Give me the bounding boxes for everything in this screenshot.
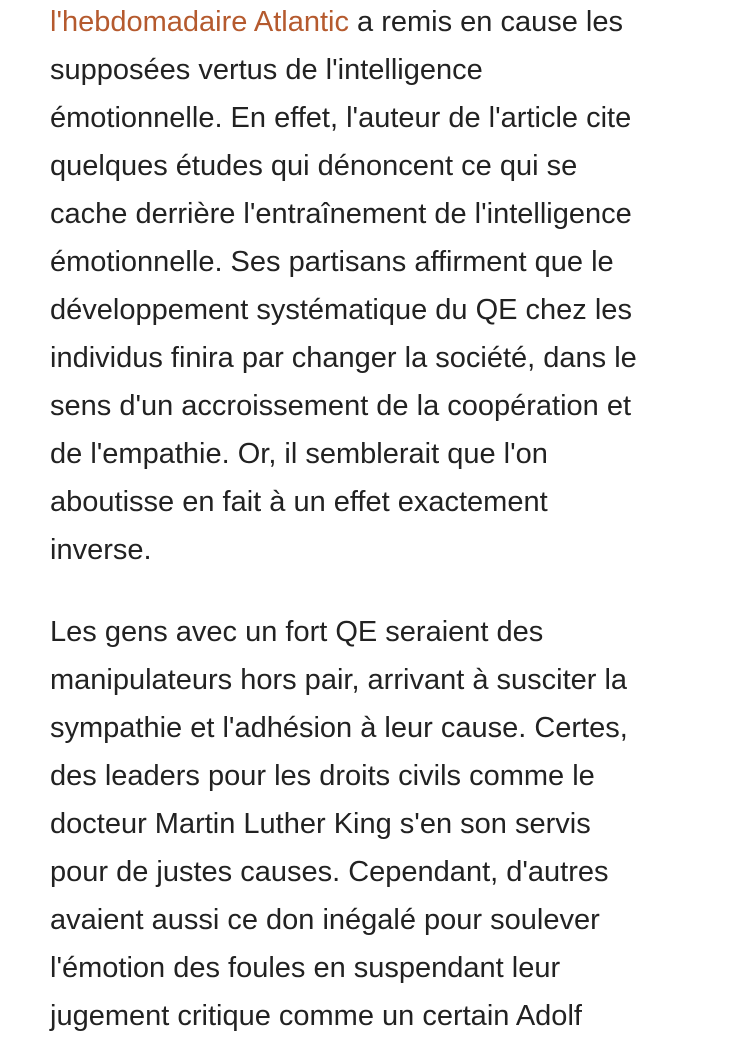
text-line <box>50 0 730 46</box>
paragraph <box>50 608 730 1040</box>
atlantic-link[interactable]: l'hebdomadaire Atlantic <box>50 6 349 38</box>
text-line: jugement critique comme un certain Adolf <box>50 1000 582 1032</box>
text-line: quelques études qui dénoncent ce qui se <box>50 150 578 182</box>
text-line: avaient aussi ce don inégalé pour soulever <box>50 904 600 936</box>
text-line: émotionnelle. En effet, l'auteur de l'article cite <box>50 102 632 134</box>
text-line: inverse. <box>50 534 152 566</box>
text-line: supposées vertus de l'intelligence <box>50 54 483 86</box>
text-line: pour de justes causes. Cependant, d'autres <box>50 856 609 888</box>
article-body <box>50 0 730 1040</box>
text-line: Les gens avec un fort QE seraient des <box>50 616 544 648</box>
text-line: l'émotion des foules en suspendant leur <box>50 952 561 984</box>
text-line: développement systématique du QE chez les <box>50 294 632 326</box>
text-line: des leaders pour les droits civils comme le <box>50 760 595 792</box>
text-line: cache derrière l'entraînement de l'intelligence <box>50 198 632 230</box>
text-line: manipulateurs hors pair, arrivant à susciter la <box>50 664 628 696</box>
text-line: individus finira par changer la société, dans le <box>50 342 637 374</box>
text-line: sympathie et l'adhésion à leur cause. Certes, <box>50 712 628 744</box>
text-line: de l'empathie. Or, il semblerait que l'on <box>50 438 548 470</box>
text-line: docteur Martin Luther King s'en son servis <box>50 808 591 840</box>
text-line: émotionnelle. Ses partisans affirment que le <box>50 246 614 278</box>
text-segment: a remis en cause les <box>348 6 623 38</box>
text-line: sens d'un accroissement de la coopération et <box>50 390 632 422</box>
text-line: aboutisse en fait à un effet exactement <box>50 486 548 518</box>
paragraph <box>50 0 730 574</box>
